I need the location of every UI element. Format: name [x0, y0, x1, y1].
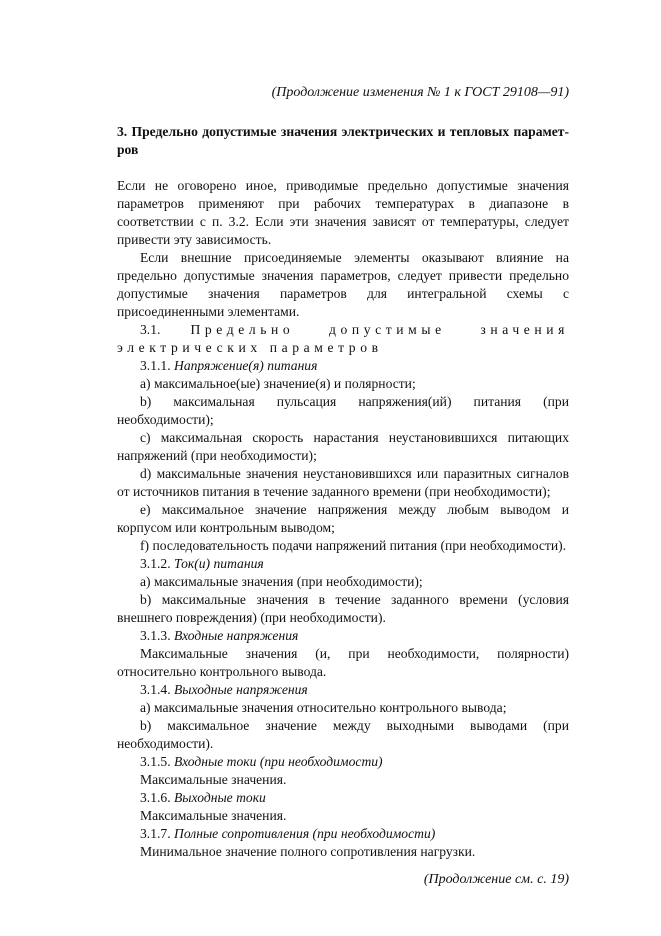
list-item: а) максимальные значения относительно контрольного вывода;: [140, 700, 507, 715]
subsection-3-1-2-heading: [117, 555, 569, 573]
subsection-3-1-1-heading: [117, 357, 569, 375]
subsection-3-1-heading: [117, 321, 569, 357]
subsection-3-1-3-heading: [117, 627, 569, 645]
continuation-footer: (Продолжение см. с. 19): [423, 872, 569, 887]
list-item: е) максимальное значение напряжения между любым выводом и корпусом или контрольным выводом;: [117, 502, 569, 535]
subsection-3-1-2-title: Ток(и) питания: [174, 556, 264, 571]
list-item: с) максимальная скорость нарастания неустановившихся питающих напряжений (при необходимости);: [117, 430, 569, 463]
subsection-3-1-5-text: Максимальные значения.: [140, 772, 287, 787]
subsection-3-1-7-text: Минимальное значение полного сопротивления нагрузки.: [140, 844, 476, 859]
list-item: b) максимальная пульсация напряжения(ий) питания (при необходимости);: [117, 394, 569, 427]
subsection-3-1-6-text: Максимальные значения.: [140, 808, 287, 823]
document-page: [117, 84, 569, 889]
subsection-3-1-6-title: Выходные токи: [174, 790, 266, 805]
subsection-3-1-5-title: Входные токи (при необходимости): [174, 754, 383, 769]
subsection-3-1-5-number: 3.1.5.: [140, 754, 171, 769]
list-item: b) максимальное значение между выходными выводами (при необходимости).: [117, 718, 569, 751]
list-item: а) максимальное(ые) значение(я) и полярности;: [140, 376, 416, 391]
intro-paragraph-1: [117, 159, 569, 249]
subsection-3-1-3-title: Входные напряжения: [174, 628, 299, 643]
subsection-3-1-1-number: 3.1.1.: [140, 358, 171, 373]
subsection-3-1-5-heading: [117, 753, 569, 771]
subsection-3-1-4-heading: [117, 681, 569, 699]
subsection-3-1-1-title: Напряжение(я) питания: [174, 358, 318, 373]
subsection-3-1-3-text: Максимальные значения (и, при необходимости, полярности) относительно контрольного вывода.: [117, 646, 569, 679]
subsection-3-1-3-number: 3.1.3.: [140, 628, 171, 643]
subsection-3-1-number: 3.1.: [140, 322, 161, 337]
subsection-3-1-title: Предельно допустимые значения электрических параметров: [117, 322, 569, 355]
subsection-3-1-4-title: Выходные напряжения: [174, 682, 308, 697]
subsection-3-1-4-number: 3.1.4.: [140, 682, 171, 697]
list-item: f) последовательность подачи напряжений питания (при необходимости).: [140, 538, 567, 553]
section-3-title: 3. Предельно допустимые значения электрических и тепловых парамет-ров: [117, 124, 569, 157]
list-item: а) максимальные значения (при необходимости);: [140, 574, 423, 589]
subsection-3-1-7-number: 3.1.7.: [140, 826, 171, 841]
subsection-3-1-7-heading: [117, 825, 569, 843]
subsection-3-1-2-number: 3.1.2.: [140, 556, 171, 571]
continuation-header: (Продолжение изменения № 1 к ГОСТ 29108—91): [271, 85, 569, 100]
intro-paragraph-1-text: Если не оговорено иное, приводимые предельно допустимые значения параметров применяют при рабочих температурах в диапазоне в соответствии с п. 3.2. Если эти значения зависят от температуры, следует привести эту зависимость.: [117, 178, 569, 247]
intro-paragraph-2: [117, 249, 569, 321]
subsection-3-1-6-number: 3.1.6.: [140, 790, 171, 805]
list-item: d) максимальные значения неустановившихся или паразитных сигналов от источников питания в течение заданного времени (при необходимости);: [117, 466, 569, 499]
intro-paragraph-2-text: Если внешние присоединяемые элементы оказывают влияние на предельно допустимые значения параметров, следует привести предельно допустимые значения параметров для интегральной схемы с присоединенными элементами.: [117, 250, 569, 319]
subsection-3-1-6-heading: [117, 789, 569, 807]
list-item: b) максимальные значения в течение заданного времени (условия внешнего повреждения) (при необходимости).: [117, 592, 569, 625]
subsection-3-1-7-title: Полные сопротивления (при необходимости): [174, 826, 436, 841]
